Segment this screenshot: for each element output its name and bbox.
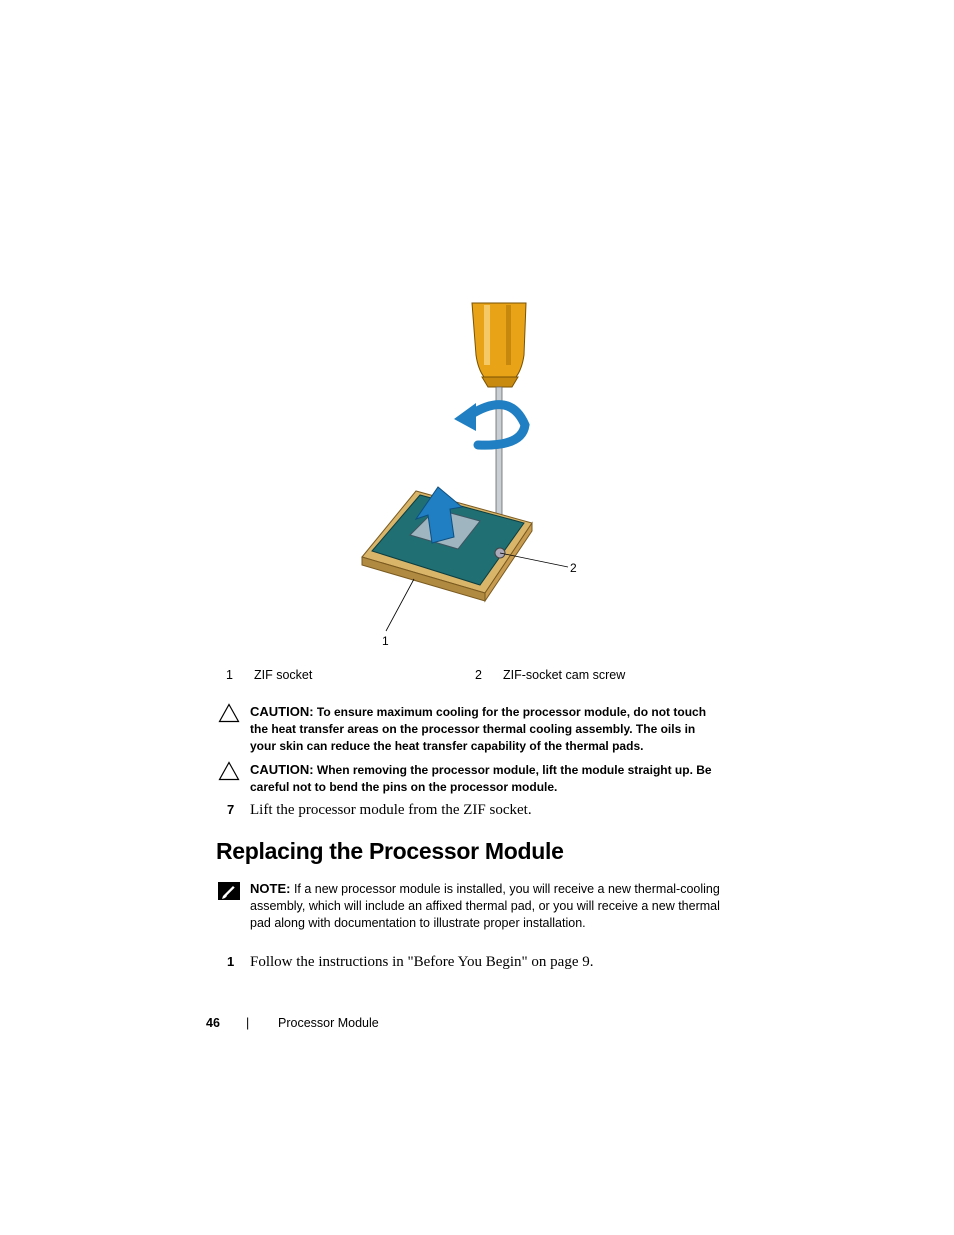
page-number: 46 <box>206 1016 220 1030</box>
note-lead: NOTE: <box>250 881 291 896</box>
legend-num-1: 1 <box>226 668 233 682</box>
step-number: 7 <box>227 802 235 817</box>
step-1 <box>227 954 593 971</box>
callout-2: 2 <box>570 561 577 575</box>
legend-label-2: ZIF-socket cam screw <box>503 668 626 682</box>
step-text: Follow the instructions in "Before You Begin" on page 9. <box>250 954 594 970</box>
processor-removal-figure <box>350 295 600 655</box>
footer-chapter: Processor Module <box>278 1016 379 1030</box>
caution-block-1 <box>218 703 718 755</box>
step-text: Lift the processor module from the ZIF socket. <box>250 802 532 818</box>
rotate-arrow-icon <box>454 403 525 445</box>
caution-text: To ensure maximum cooling for the processor module, do not touch the heat transfer areas on the processor thermal cooling assembly. The oils in your skin can reduce the heat transfer capability of the thermal pads. <box>250 705 707 753</box>
step-number: 1 <box>227 954 235 969</box>
processor-illustration <box>350 295 600 655</box>
legend-num-2: 2 <box>475 668 482 682</box>
caution-triangle-icon <box>218 703 240 723</box>
legend-label-1: ZIF socket <box>254 668 313 682</box>
caution-lead: CAUTION: <box>250 704 314 719</box>
caution-block-2 <box>218 761 718 797</box>
callout-1: 1 <box>382 634 389 648</box>
note-text: If a new processor module is installed, you will receive a new thermal-cooling assembly, which will include an affixed thermal pad, or you will receive a new thermal pad along with documentation to illustrate proper installation. <box>250 882 720 930</box>
step-7 <box>227 802 532 819</box>
note-pencil-icon <box>218 882 240 900</box>
caution-triangle-icon <box>218 761 240 781</box>
callout-line-1 <box>386 579 414 631</box>
caution-lead: CAUTION: <box>250 762 314 777</box>
section-title: Replacing the Processor Module <box>216 838 564 864</box>
footer-separator: | <box>246 1016 250 1030</box>
caution-text: When removing the processor module, lift the module straight up. Be careful not to bend the pins on the processor module. <box>250 763 712 794</box>
